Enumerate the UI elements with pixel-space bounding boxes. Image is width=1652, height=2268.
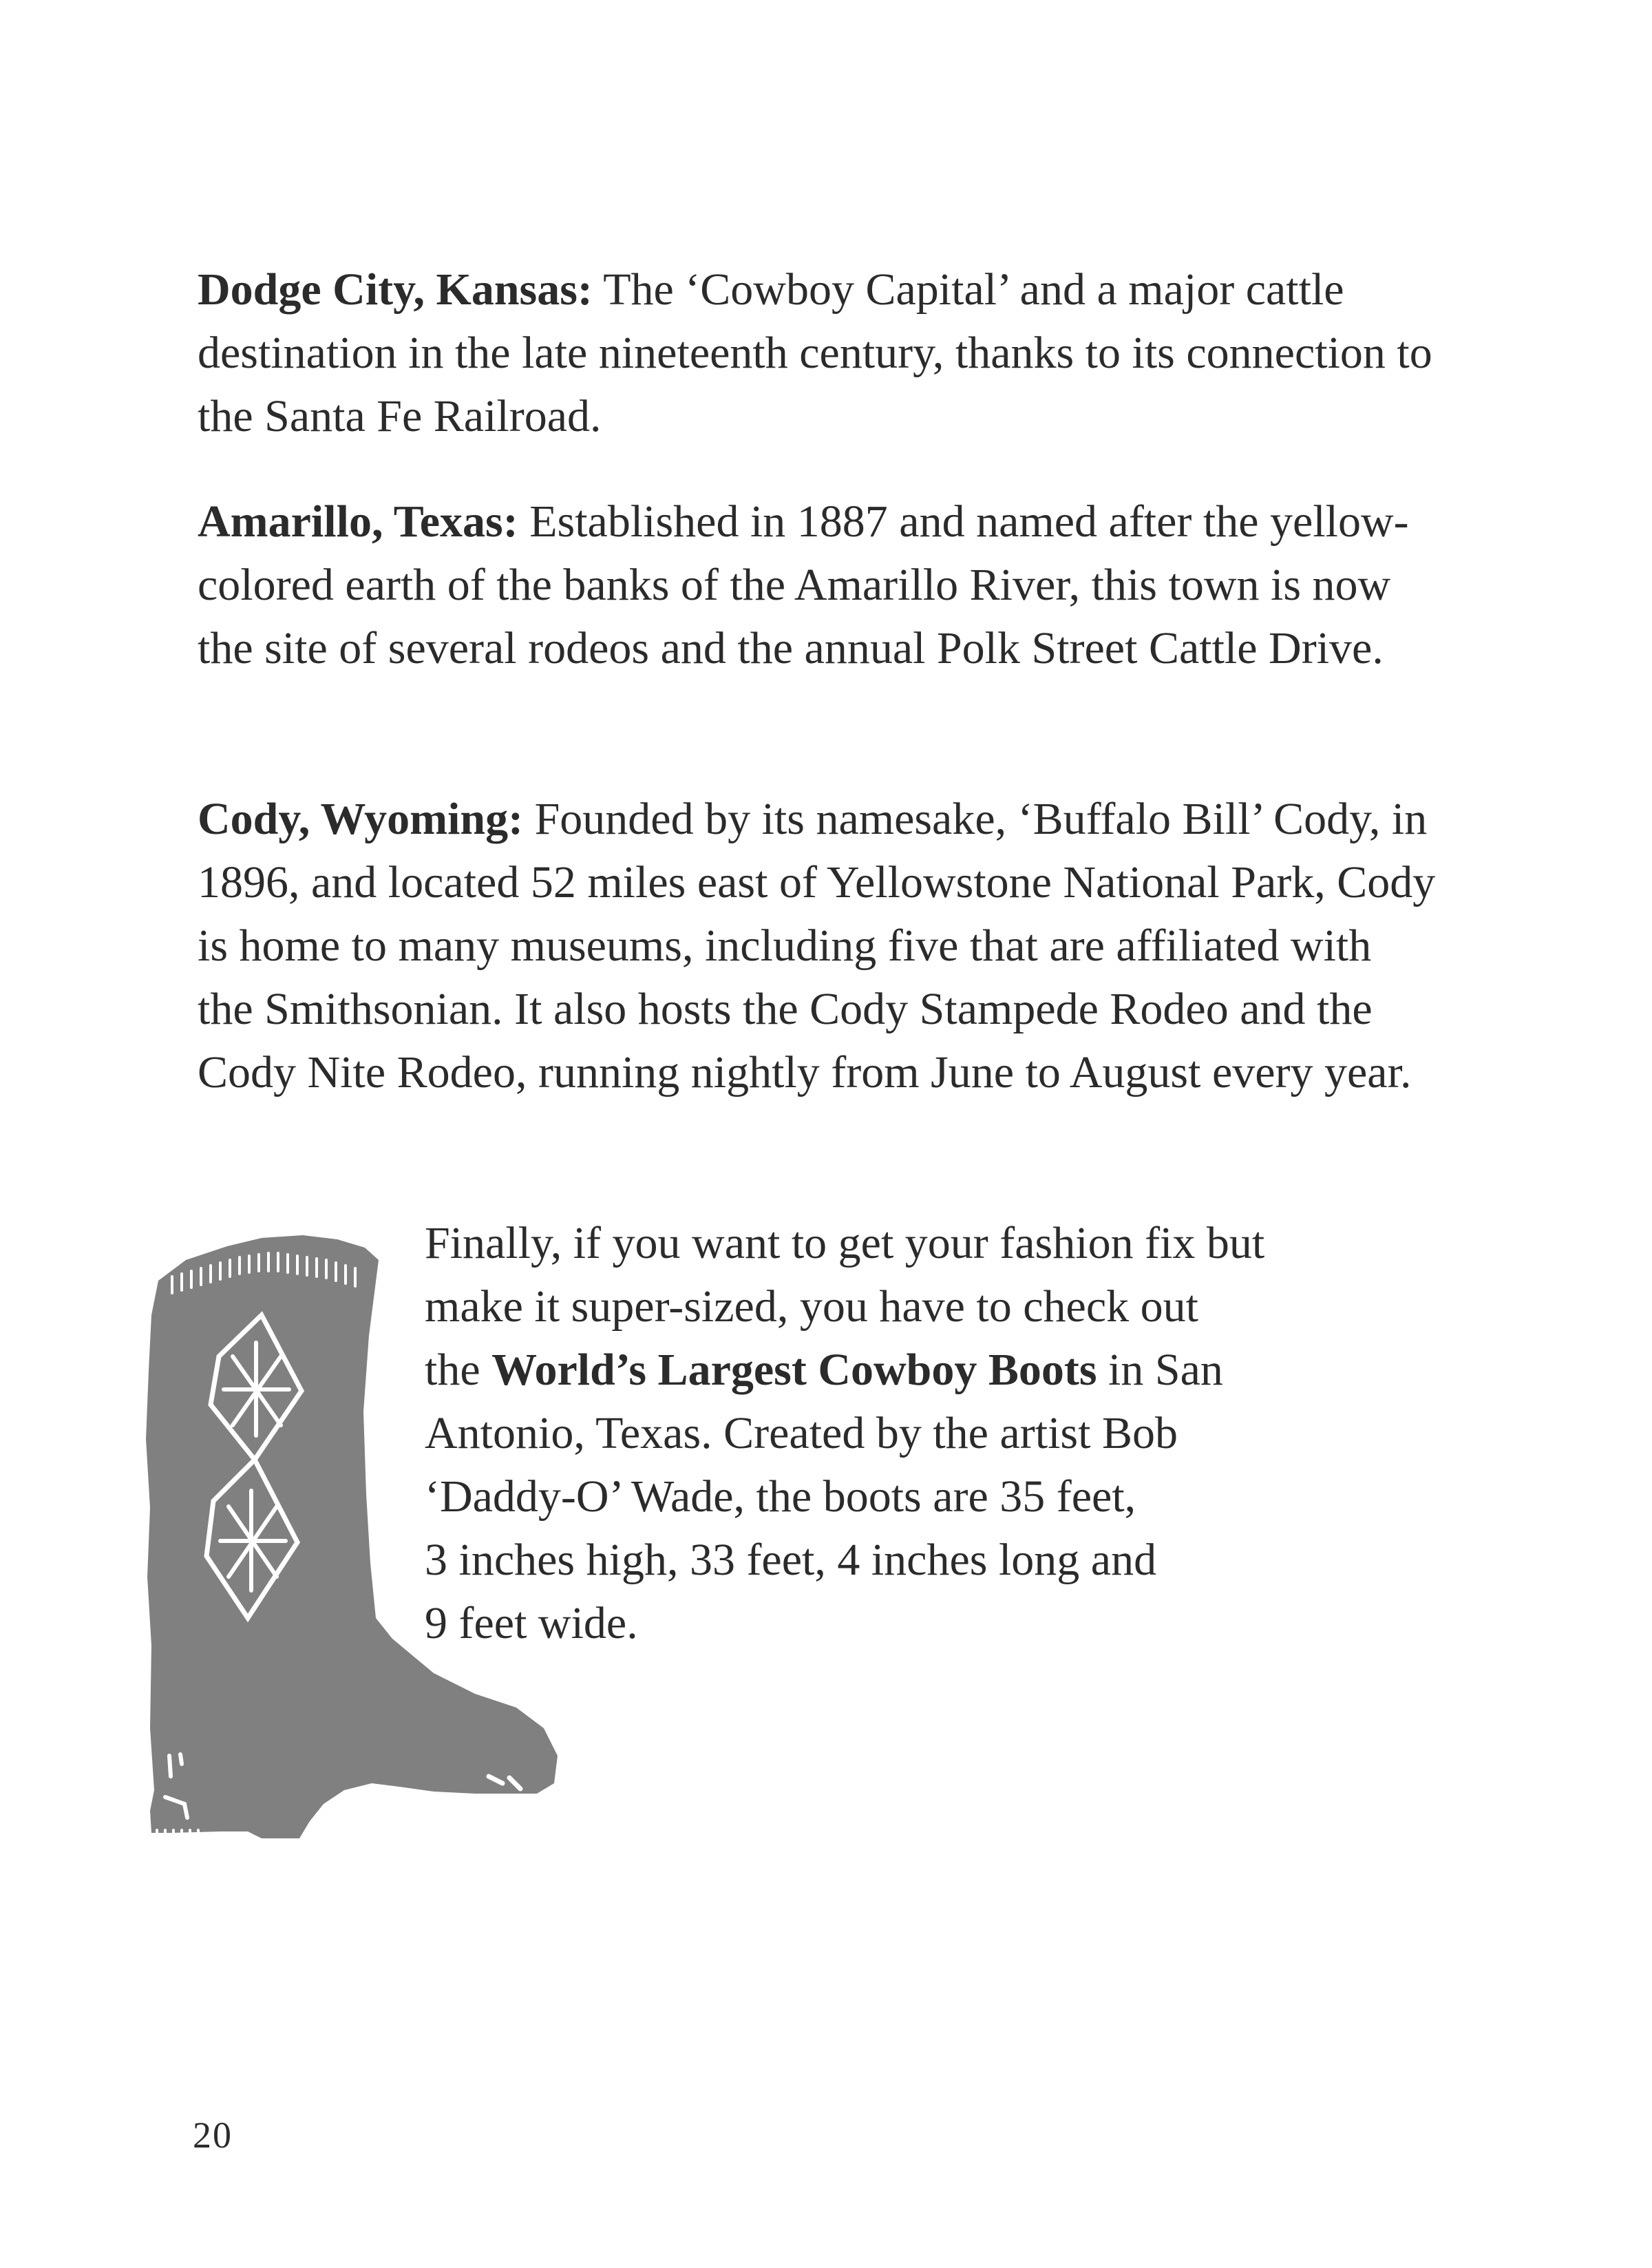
boots-paragraph [425,1212,1402,1655]
text-line [425,1338,1402,1402]
entry-description: The ‘Cowboy Capital’ and a major cattle destination in the late nineteenth century, thanks to its connection to the Santa Fe Railroad. [198,264,1432,441]
entry-cody [198,788,1437,1104]
text-line: Antonio, Texas. Created by the artist Bob [425,1408,1178,1458]
text-span: the [425,1345,492,1395]
text-line: make it super-sized, you have to check out [425,1281,1198,1332]
text-span: in San [1097,1345,1223,1395]
entry-place-name: Amarillo, Texas: [198,496,518,547]
entry-dodge-city [198,258,1437,448]
text-line: Finally, if you want to get your fashion fix but [425,1218,1265,1268]
boots-highlight: World’s Largest Cowboy Boots [491,1345,1097,1395]
text-line: ‘Daddy-O’ Wade, the boots are 35 feet, [425,1471,1136,1522]
entry-place-name: Dodge City, Kansas: [198,264,593,315]
entry-description: Established in 1887 and named after the yellow-colored earth of the banks of the Amarillo River, this town is now the site of several rodeos and the annual Polk Street Cattle Drive. [198,496,1409,673]
entry-description: Founded by its namesake, ‘Buffalo Bill’ Cody, in 1896, and located 52 miles east of Yellowstone National Park, Cody is home to many museums, including five that are affiliated with the Smithsonian. It also hosts the Cody Stampede Rodeo and the Cody Nite Rodeo, running nightly from June to August every year. [198,794,1436,1098]
text-line: 3 inches high, 33 feet, 4 inches long and [425,1535,1157,1585]
page-number: 20 [193,2114,233,2156]
entry-place-name: Cody, Wyoming: [198,794,524,844]
entry-amarillo [198,490,1437,680]
text-line: 9 feet wide. [425,1598,638,1648]
